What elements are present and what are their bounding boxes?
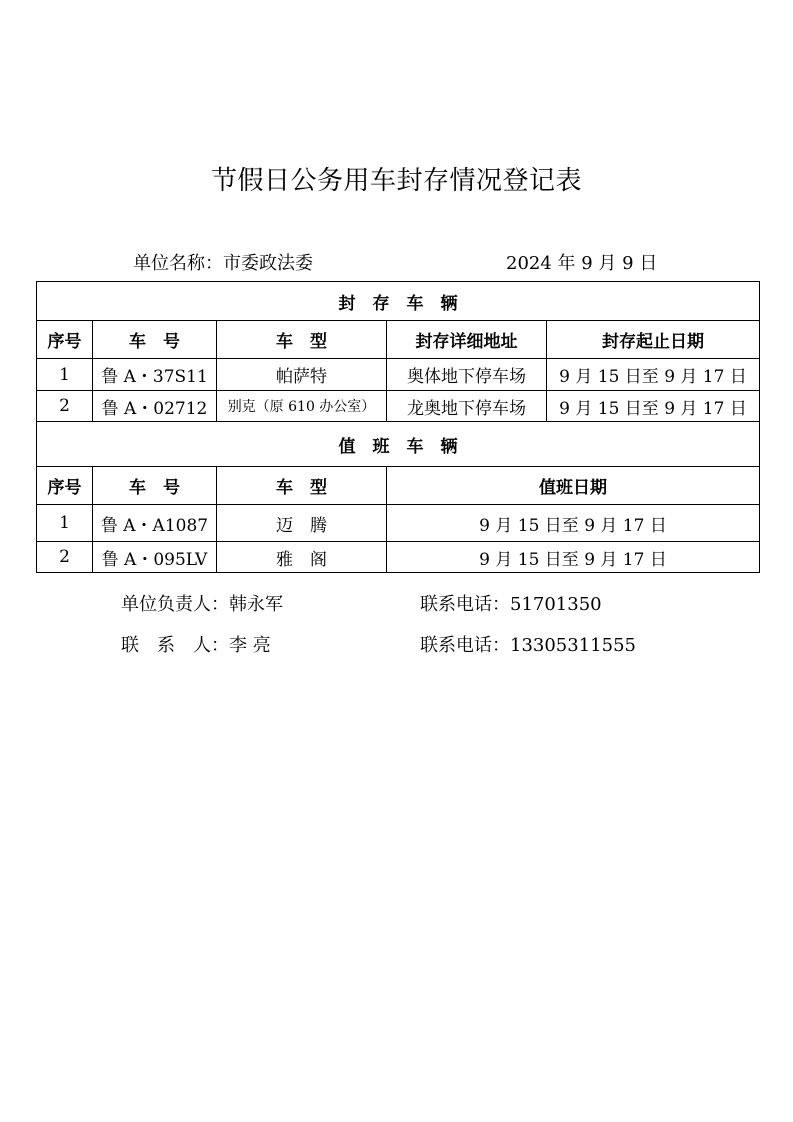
col-header-model: 车 型	[217, 467, 387, 505]
contact-phone: 联系电话：13305311555	[420, 635, 636, 656]
col-header-plate: 车 号	[93, 321, 217, 359]
row-plate: 鲁 A・37S11	[93, 359, 217, 391]
row-address: 奥体地下停车场	[387, 359, 547, 391]
report-date: 2024 年 9 月 9 日	[506, 253, 658, 274]
table-row	[37, 391, 760, 422]
page-title: 节假日公务用车封存情况登记表	[210, 166, 582, 196]
register-table	[36, 281, 760, 573]
row-no: 2	[37, 542, 93, 573]
row-plate: 鲁 A・A1087	[93, 505, 217, 542]
unit-name: 单位名称：市委政法委	[133, 253, 313, 274]
table-row	[37, 542, 760, 573]
col-header-no: 序号	[37, 467, 93, 505]
table-row	[37, 359, 760, 391]
row-model: 雅 阁	[217, 542, 387, 573]
col-header-model: 车 型	[217, 321, 387, 359]
row-model: 迈 腾	[217, 505, 387, 542]
row-dates: 9 月 15 日至 9 月 17 日	[387, 542, 760, 573]
contact-name: 联 系 人：李 亮	[121, 635, 271, 656]
duty-section-title: 值 班 车 辆	[37, 422, 760, 467]
sealed-section-title: 封 存 车 辆	[37, 282, 760, 321]
row-no: 1	[37, 505, 93, 542]
col-header-plate: 车 号	[93, 467, 217, 505]
row-dates: 9 月 15 日至 9 月 17 日	[387, 505, 760, 542]
sealed-header-row	[37, 321, 760, 359]
row-no: 1	[37, 359, 93, 391]
row-no: 2	[37, 391, 93, 422]
row-dates: 9 月 15 日至 9 月 17 日	[547, 359, 760, 391]
row-address: 龙奥地下停车场	[387, 391, 547, 422]
col-header-address: 封存详细地址	[387, 321, 547, 359]
col-header-no: 序号	[37, 321, 93, 359]
leader-phone: 联系电话：51701350	[420, 594, 602, 615]
leader-name: 单位负责人：韩永军	[121, 594, 283, 615]
row-dates: 9 月 15 日至 9 月 17 日	[547, 391, 760, 422]
table-row	[37, 505, 760, 542]
row-model: 别克（原 610 办公室）	[217, 391, 387, 422]
col-header-dates: 封存起止日期	[547, 321, 760, 359]
duty-header-row	[37, 467, 760, 505]
row-plate: 鲁 A・02712	[93, 391, 217, 422]
row-plate: 鲁 A・095LV	[93, 542, 217, 573]
col-header-duty-dates: 值班日期	[387, 467, 760, 505]
row-model: 帕萨特	[217, 359, 387, 391]
